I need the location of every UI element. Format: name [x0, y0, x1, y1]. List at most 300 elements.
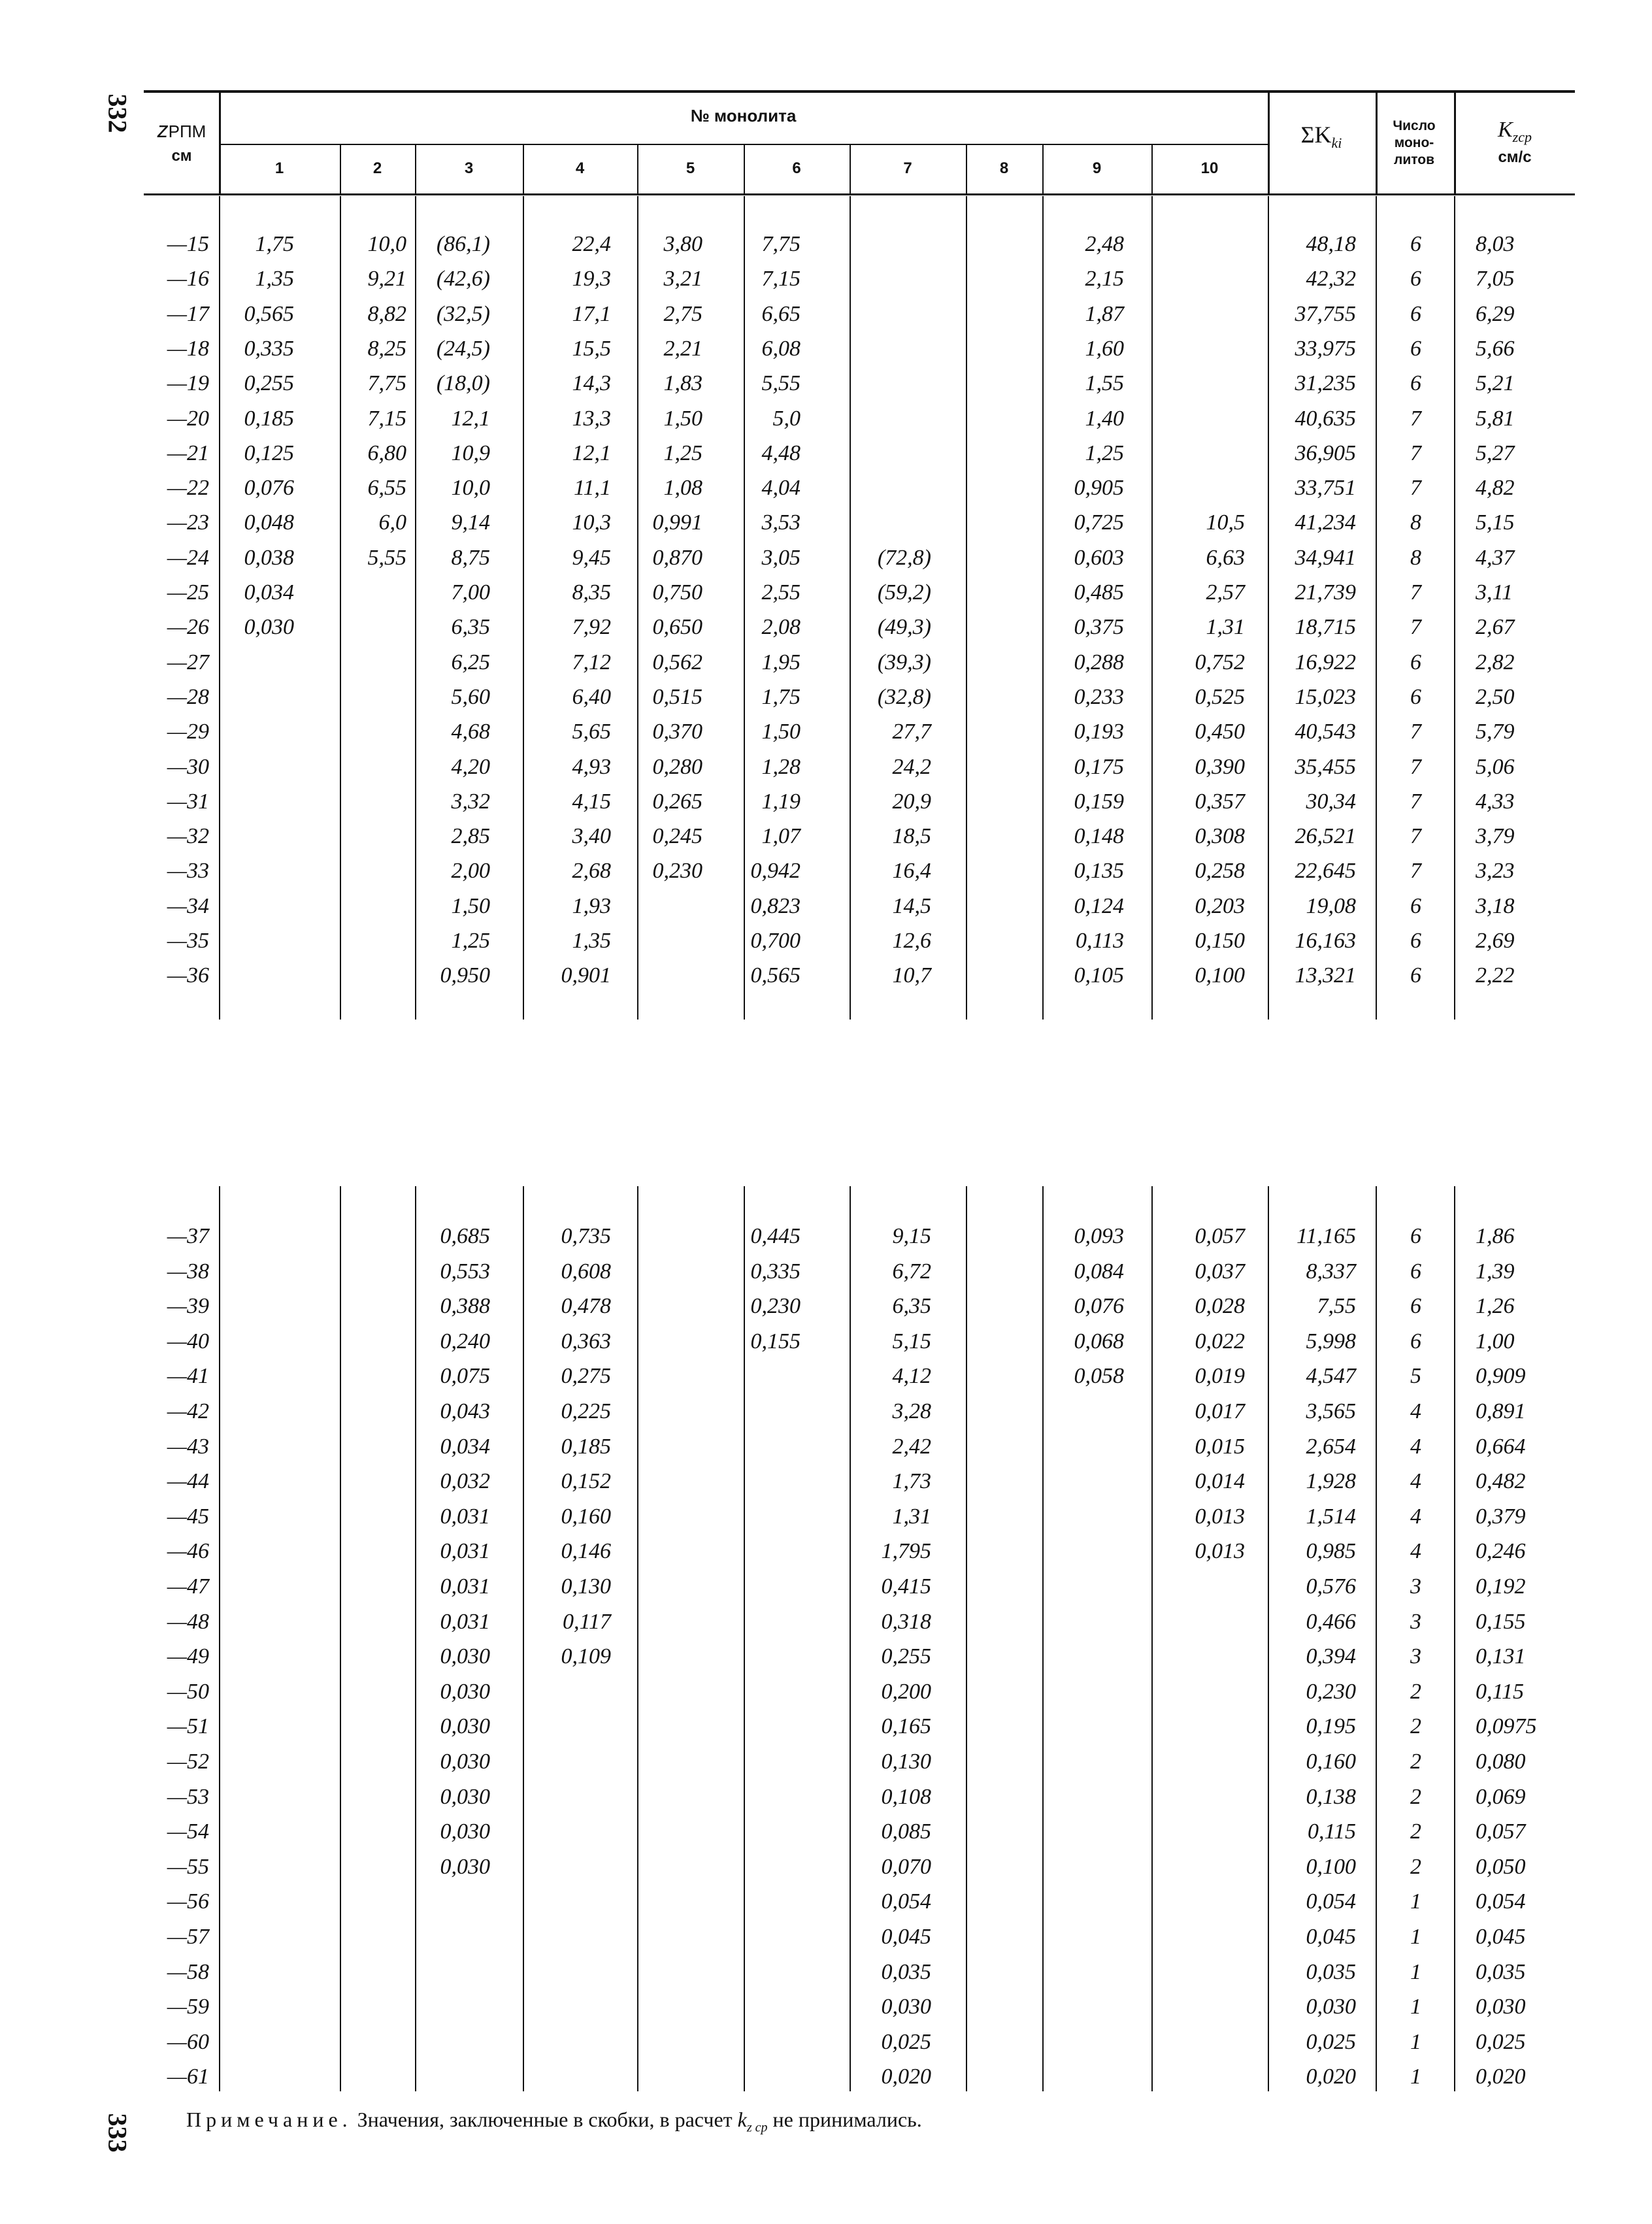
count-column-header: Число моно- литов	[1393, 118, 1436, 167]
table-row	[0, 580, 1652, 615]
sum-value: 26,521	[1295, 824, 1356, 849]
table-row	[0, 1889, 1652, 1925]
monolith-value-9: 1,40	[1085, 406, 1124, 431]
table-row	[0, 824, 1652, 859]
row-depth-label: —15	[167, 232, 209, 256]
row-depth-label: —58	[167, 1959, 209, 1984]
kz-avg-value: 0,030	[1476, 1995, 1526, 2019]
monolith-value-10: 0,017	[1195, 1399, 1245, 1423]
monolith-count: 7	[1410, 859, 1421, 884]
monolith-value-7: (59,2)	[877, 580, 931, 605]
monolith-value-4: 0,185	[561, 1434, 611, 1459]
monolith-count: 6	[1410, 267, 1421, 291]
header-top-rule	[144, 90, 1575, 93]
monolith-value-10: 1,31	[1206, 615, 1245, 640]
monolith-value-6: 0,335	[750, 1259, 801, 1284]
monolith-value-9: 0,175	[1074, 754, 1124, 779]
kz-avg-value: 7,05	[1476, 267, 1515, 291]
monolith-value-7: 0,045	[881, 1925, 931, 1949]
monolith-count: 6	[1410, 963, 1421, 988]
kz-avg-value: 0,045	[1476, 1925, 1526, 1949]
monolith-value-10: 0,525	[1195, 684, 1245, 709]
row-depth-label: —45	[167, 1504, 209, 1529]
monolith-count: 4	[1410, 1539, 1421, 1564]
sum-value: 0,020	[1306, 2065, 1356, 2089]
row-depth-label: —44	[167, 1469, 209, 1494]
monolith-value-2: 9,21	[367, 267, 406, 291]
sum-value: 2,654	[1306, 1434, 1356, 1459]
table-row	[0, 232, 1652, 267]
table-row	[0, 441, 1652, 476]
table-row	[0, 1855, 1652, 1890]
sum-value: 0,054	[1306, 1889, 1356, 1914]
monolith-value-9: 0,076	[1074, 1294, 1124, 1319]
monolith-count: 7	[1410, 824, 1421, 849]
monolith-value-6: 1,07	[761, 824, 801, 849]
monolith-value-6: 3,05	[761, 545, 801, 570]
monolith-value-3: 0,075	[440, 1364, 490, 1389]
sum-value: 0,985	[1306, 1539, 1356, 1564]
monolith-value-6: 1,28	[761, 754, 801, 779]
monolith-number-2: 2	[372, 159, 382, 177]
kz-avg-value: 2,69	[1476, 929, 1515, 953]
kz-avg-value: 0,131	[1476, 1644, 1526, 1669]
monolith-value-7: 18,5	[892, 824, 931, 849]
monolith-count: 6	[1410, 684, 1421, 709]
page-number-bottom: 333	[103, 2113, 133, 2153]
header-vertical-rule	[1376, 91, 1378, 195]
kz-avg-value: 4,82	[1476, 476, 1515, 501]
monolith-value-7: 20,9	[892, 789, 931, 814]
monolith-value-9: 0,288	[1074, 650, 1124, 674]
row-depth-label: —17	[167, 301, 209, 326]
row-depth-label: —23	[167, 510, 209, 535]
kz-avg-value: 4,37	[1476, 545, 1515, 570]
table-row	[0, 1399, 1652, 1435]
row-depth-label: —19	[167, 371, 209, 396]
monolith-value-9: 0,124	[1074, 893, 1124, 918]
monolith-value-7: 4,12	[892, 1364, 931, 1389]
monolith-value-9: 0,725	[1074, 510, 1124, 535]
monolith-value-4: 0,117	[563, 1609, 611, 1634]
monolith-value-3: 2,85	[451, 824, 490, 849]
monolith-value-7: 5,15	[892, 1329, 931, 1353]
monolith-value-9: 2,48	[1085, 232, 1124, 256]
monolith-value-7: 0,035	[881, 1959, 931, 1984]
monolith-value-5: 0,650	[652, 615, 702, 640]
monolith-value-6: 6,08	[761, 336, 801, 361]
monolith-count: 2	[1410, 1819, 1421, 1844]
page-number-top: 332	[103, 93, 133, 133]
row-depth-label: —56	[167, 1889, 209, 1914]
monolith-value-10: 0,308	[1195, 824, 1245, 849]
monolith-value-3: 0,031	[440, 1574, 490, 1599]
monolith-value-7: 1,31	[892, 1504, 931, 1529]
sum-value: 8,337	[1306, 1259, 1356, 1284]
kz-avg-value: 0,020	[1476, 2065, 1526, 2089]
table-row	[0, 1469, 1652, 1504]
header-vertical-rule	[637, 144, 638, 195]
monolith-value-4: 0,152	[561, 1469, 611, 1494]
monolith-value-2: 5,55	[367, 545, 406, 570]
monolith-value-7: 0,200	[881, 1679, 931, 1704]
header-vertical-rule	[219, 91, 221, 195]
header-vertical-rule	[1151, 144, 1153, 195]
monolith-count: 1	[1410, 2029, 1421, 2054]
monolith-value-6: 4,04	[761, 476, 801, 501]
sum-value: 16,922	[1295, 650, 1356, 674]
monolith-value-10: 0,022	[1195, 1329, 1245, 1353]
sum-value: 34,941	[1295, 545, 1356, 570]
monolith-value-4: 0,735	[561, 1224, 611, 1248]
row-depth-label: —32	[167, 824, 209, 849]
header-vertical-rule	[1454, 91, 1456, 195]
sum-value: 0,030	[1306, 1995, 1356, 2019]
monolith-value-6: 1,95	[761, 650, 801, 674]
monolith-value-9: 2,15	[1085, 267, 1124, 291]
table-row	[0, 1574, 1652, 1610]
row-depth-label: —24	[167, 545, 209, 570]
sum-value: 19,08	[1306, 893, 1356, 918]
monolith-value-3: 0,030	[440, 1854, 490, 1879]
monolith-value-4: 0,901	[561, 963, 611, 988]
table-row	[0, 302, 1652, 337]
monolith-value-7: 0,255	[881, 1644, 931, 1669]
table-row	[0, 1329, 1652, 1365]
monolith-value-5: 2,75	[663, 301, 702, 326]
table-row	[0, 1539, 1652, 1574]
kz-avg-value: 0,909	[1476, 1364, 1526, 1389]
monolith-value-7: 3,28	[892, 1399, 931, 1423]
table-row	[0, 1644, 1652, 1680]
row-depth-label: —39	[167, 1294, 209, 1319]
monolith-value-1: 0,038	[244, 545, 294, 570]
table-row	[0, 337, 1652, 371]
monolith-value-4: 8,35	[572, 580, 611, 605]
kz-avg-value: 0,192	[1476, 1574, 1526, 1599]
table-row	[0, 510, 1652, 545]
monolith-number-10: 10	[1200, 159, 1219, 177]
header-vertical-rule	[340, 144, 341, 195]
monolith-count: 4	[1410, 1434, 1421, 1459]
monolith-value-10: 0,258	[1195, 859, 1245, 884]
monolith-value-4: 17,1	[572, 301, 611, 326]
monolith-value-3: 0,030	[440, 1714, 490, 1739]
monolith-value-4: 12,1	[572, 440, 611, 465]
monolith-value-6: 0,700	[750, 929, 801, 953]
monolith-value-5: 3,21	[663, 267, 702, 291]
row-depth-label: —36	[167, 963, 209, 988]
row-depth-label: —42	[167, 1399, 209, 1423]
monolith-value-9: 0,058	[1074, 1364, 1124, 1389]
row-depth-label: —33	[167, 859, 209, 884]
monolith-value-2: 6,80	[367, 440, 406, 465]
kz-avg-value: 0,050	[1476, 1854, 1526, 1879]
monolith-value-3: (24,5)	[436, 336, 490, 361]
monolith-value-7: 0,030	[881, 1995, 931, 2019]
monolith-value-6: 5,55	[761, 371, 801, 396]
monolith-value-4: 7,92	[572, 615, 611, 640]
header-bottom-rule	[144, 193, 1575, 195]
monolith-value-5: 0,870	[652, 545, 702, 570]
table-row	[0, 1680, 1652, 1715]
monolith-count: 6	[1410, 301, 1421, 326]
monolith-count: 4	[1410, 1399, 1421, 1423]
sum-value: 42,32	[1306, 267, 1356, 291]
monolith-value-4: 13,3	[572, 406, 611, 431]
kz-avg-value: 4,33	[1476, 789, 1515, 814]
monolith-count: 8	[1410, 510, 1421, 535]
monolith-value-7: 1,795	[881, 1539, 931, 1564]
sum-value: 0,230	[1306, 1679, 1356, 1704]
monolith-value-4: 11,1	[574, 476, 611, 501]
sum-value: 1,928	[1306, 1469, 1356, 1494]
monolith-value-9: 0,105	[1074, 963, 1124, 988]
row-depth-label: —27	[167, 650, 209, 674]
table-row	[0, 1610, 1652, 1645]
monolith-value-9: 1,60	[1085, 336, 1124, 361]
monolith-value-7: (39,3)	[877, 650, 931, 674]
table-row	[0, 685, 1652, 720]
row-depth-label: —54	[167, 1819, 209, 1844]
monolith-value-10: 0,013	[1195, 1504, 1245, 1529]
monolith-count: 6	[1410, 232, 1421, 256]
kz-column-header: $K_{zср}$ см/с	[1497, 118, 1532, 166]
monolith-number-5: 5	[686, 159, 695, 177]
sum-column-header: $\Sigma K_{ki}$	[1300, 122, 1342, 152]
monolith-value-6: 3,53	[761, 510, 801, 535]
monolith-value-3: 0,030	[440, 1644, 490, 1669]
header-vertical-rule	[850, 144, 851, 195]
monolith-value-4: 1,35	[572, 929, 611, 953]
row-depth-label: —18	[167, 336, 209, 361]
kz-avg-value: 0,054	[1476, 1889, 1526, 1914]
kz-avg-value: 5,79	[1476, 720, 1515, 744]
kz-avg-value: 0,025	[1476, 2029, 1526, 2054]
monolith-value-7: 0,025	[881, 2029, 931, 2054]
monolith-value-6: 0,942	[750, 859, 801, 884]
sum-value: 0,576	[1306, 1574, 1356, 1599]
sum-value: 16,163	[1295, 929, 1356, 953]
monolith-value-5: 0,230	[652, 859, 702, 884]
monolith-value-6: 4,48	[761, 440, 801, 465]
monolith-value-3: 0,030	[440, 1750, 490, 1774]
header-vertical-rule	[1268, 91, 1270, 195]
monolith-value-3: 10,9	[451, 440, 490, 465]
monolith-value-6: 5,0	[772, 406, 801, 431]
row-depth-label: —37	[167, 1224, 209, 1248]
monolith-value-10: 0,752	[1195, 650, 1245, 674]
monolith-value-7: 9,15	[892, 1224, 931, 1248]
table-row	[0, 546, 1652, 580]
row-depth-label: —26	[167, 615, 209, 640]
kz-avg-value: 6,29	[1476, 301, 1515, 326]
monolith-value-4: 0,109	[561, 1644, 611, 1669]
sum-value: 37,755	[1295, 301, 1356, 326]
table-row	[0, 894, 1652, 929]
monolith-value-7: 0,070	[881, 1854, 931, 1879]
table-row	[0, 1960, 1652, 1995]
sum-value: 35,455	[1295, 754, 1356, 779]
monolith-value-10: 0,203	[1195, 893, 1245, 918]
kz-avg-value: 2,67	[1476, 615, 1515, 640]
monolith-value-5: 0,370	[652, 720, 702, 744]
sum-value: 41,234	[1295, 510, 1356, 535]
sum-value: 0,045	[1306, 1925, 1356, 1949]
monolith-value-3: 9,14	[451, 510, 490, 535]
sum-value: 0,394	[1306, 1644, 1356, 1669]
kz-avg-value: 3,79	[1476, 824, 1515, 849]
monolith-value-1: 0,048	[244, 510, 294, 535]
monolith-value-3: 0,031	[440, 1609, 490, 1634]
monolith-value-2: 6,0	[378, 510, 406, 535]
monolith-count: 3	[1410, 1609, 1421, 1634]
footnote-label: Примечание.	[186, 2108, 352, 2131]
kz-avg-value: 0,379	[1476, 1504, 1526, 1529]
monolith-count: 3	[1410, 1644, 1421, 1669]
monolith-value-9: 0,193	[1074, 720, 1124, 744]
kz-avg-value: 2,22	[1476, 963, 1515, 988]
monolith-value-9: 0,485	[1074, 580, 1124, 605]
footnote-tail: не принимались.	[772, 2108, 922, 2131]
monolith-value-5: 1,83	[663, 371, 702, 396]
monolith-count: 8	[1410, 545, 1421, 570]
table-row	[0, 1224, 1652, 1259]
table-row	[0, 371, 1652, 406]
sum-value: 0,115	[1308, 1819, 1356, 1844]
monolith-count: 7	[1410, 754, 1421, 779]
row-depth-label: —53	[167, 1784, 209, 1809]
monolith-value-7: 2,42	[892, 1434, 931, 1459]
monolith-count: 6	[1410, 1259, 1421, 1284]
monolith-count: 1	[1410, 2065, 1421, 2089]
table-row	[0, 1785, 1652, 1820]
kz-avg-value: 1,86	[1476, 1224, 1515, 1248]
row-depth-label: —59	[167, 1995, 209, 2019]
monolith-value-3: 6,35	[451, 615, 490, 640]
row-depth-label: —34	[167, 893, 209, 918]
kz-avg-value: 5,21	[1476, 371, 1515, 396]
monolith-value-5: 0,991	[652, 510, 702, 535]
table-row	[0, 1435, 1652, 1470]
monolith-value-4: 19,3	[572, 267, 611, 291]
monolith-count: 1	[1410, 1925, 1421, 1949]
table-row	[0, 650, 1652, 685]
kz-avg-value: 5,06	[1476, 754, 1515, 779]
footnote-text: Значения, заключенные в скобки, в расчет	[357, 2108, 733, 2131]
monolith-value-4: 0,478	[561, 1294, 611, 1319]
monolith-count: 1	[1410, 1889, 1421, 1914]
table-row	[0, 1259, 1652, 1295]
monolith-value-7: 12,6	[892, 929, 931, 953]
monolith-value-4: 14,3	[572, 371, 611, 396]
table-row	[0, 1995, 1652, 2030]
monolith-value-3: 0,032	[440, 1469, 490, 1494]
monolith-value-4: 15,5	[572, 336, 611, 361]
row-depth-label: —49	[167, 1644, 209, 1669]
monolith-value-7: 14,5	[892, 893, 931, 918]
sum-value: 36,905	[1295, 440, 1356, 465]
row-depth-label: —29	[167, 720, 209, 744]
monolith-value-7: (72,8)	[877, 545, 931, 570]
table-row	[0, 476, 1652, 510]
monolith-value-7: 0,130	[881, 1750, 931, 1774]
monolith-value-9: 0,135	[1074, 859, 1124, 884]
table-row	[0, 963, 1652, 998]
kz-avg-value: 0,155	[1476, 1609, 1526, 1634]
monolith-value-1: 0,255	[244, 371, 294, 396]
sum-value: 30,34	[1306, 789, 1356, 814]
monolith-value-3: 1,25	[451, 929, 490, 953]
monolith-value-7: 0,108	[881, 1784, 931, 1809]
row-depth-label: —61	[167, 2065, 209, 2089]
monolith-header: № монолита	[690, 106, 797, 125]
monolith-value-4: 22,4	[572, 232, 611, 256]
monolith-value-10: 0,357	[1195, 789, 1245, 814]
monolith-value-6: 0,155	[750, 1329, 801, 1353]
footnote-symbol: $k_{z ср}$	[737, 2108, 768, 2135]
row-depth-label: —22	[167, 476, 209, 501]
monolith-value-1: 1,75	[255, 232, 294, 256]
monolith-count: 2	[1410, 1679, 1421, 1704]
monolith-value-3: 0,388	[440, 1294, 490, 1319]
monolith-value-3: 1,50	[451, 893, 490, 918]
monolith-value-6: 0,823	[750, 893, 801, 918]
monolith-value-4: 0,130	[561, 1574, 611, 1599]
monolith-value-9: 0,093	[1074, 1224, 1124, 1248]
monolith-count: 6	[1410, 1329, 1421, 1353]
monolith-value-10: 0,450	[1195, 720, 1245, 744]
monolith-count: 7	[1410, 406, 1421, 431]
row-depth-label: —50	[167, 1679, 209, 1704]
monolith-value-2: 7,15	[367, 406, 406, 431]
monolith-value-9: 0,905	[1074, 476, 1124, 501]
monolith-value-6: 1,50	[761, 720, 801, 744]
monolith-value-9: 0,113	[1076, 929, 1124, 953]
sum-value: 1,514	[1306, 1504, 1356, 1529]
monolith-value-4: 4,15	[572, 789, 611, 814]
row-depth-label: —60	[167, 2029, 209, 2054]
monolith-value-2: 7,75	[367, 371, 406, 396]
kz-avg-value: 0,482	[1476, 1469, 1526, 1494]
monolith-value-5: 0,265	[652, 789, 702, 814]
monolith-value-10: 0,100	[1195, 963, 1245, 988]
table-row	[0, 929, 1652, 963]
sum-value: 0,035	[1306, 1959, 1356, 1984]
monolith-value-10: 2,57	[1206, 580, 1245, 605]
row-depth-label: —16	[167, 267, 209, 291]
monolith-value-3: 10,0	[451, 476, 490, 501]
monolith-value-1: 0,030	[244, 615, 294, 640]
monolith-value-3: 0,553	[440, 1259, 490, 1284]
table-row	[0, 2030, 1652, 2065]
table-row	[0, 859, 1652, 893]
monolith-value-4: 0,160	[561, 1504, 611, 1529]
kz-avg-value: 0,891	[1476, 1399, 1526, 1423]
sum-value: 0,100	[1306, 1854, 1356, 1879]
row-depth-label: —41	[167, 1364, 209, 1389]
kz-avg-value: 0,069	[1476, 1784, 1526, 1809]
monolith-value-1: 0,034	[244, 580, 294, 605]
monolith-count: 6	[1410, 929, 1421, 953]
sum-value: 0,466	[1306, 1609, 1356, 1634]
monolith-value-9: 1,87	[1085, 301, 1124, 326]
monolith-value-9: 1,25	[1085, 440, 1124, 465]
monolith-value-10: 6,63	[1206, 545, 1245, 570]
monolith-count: 7	[1410, 476, 1421, 501]
footnote	[186, 2108, 922, 2135]
monolith-value-4: 5,65	[572, 720, 611, 744]
